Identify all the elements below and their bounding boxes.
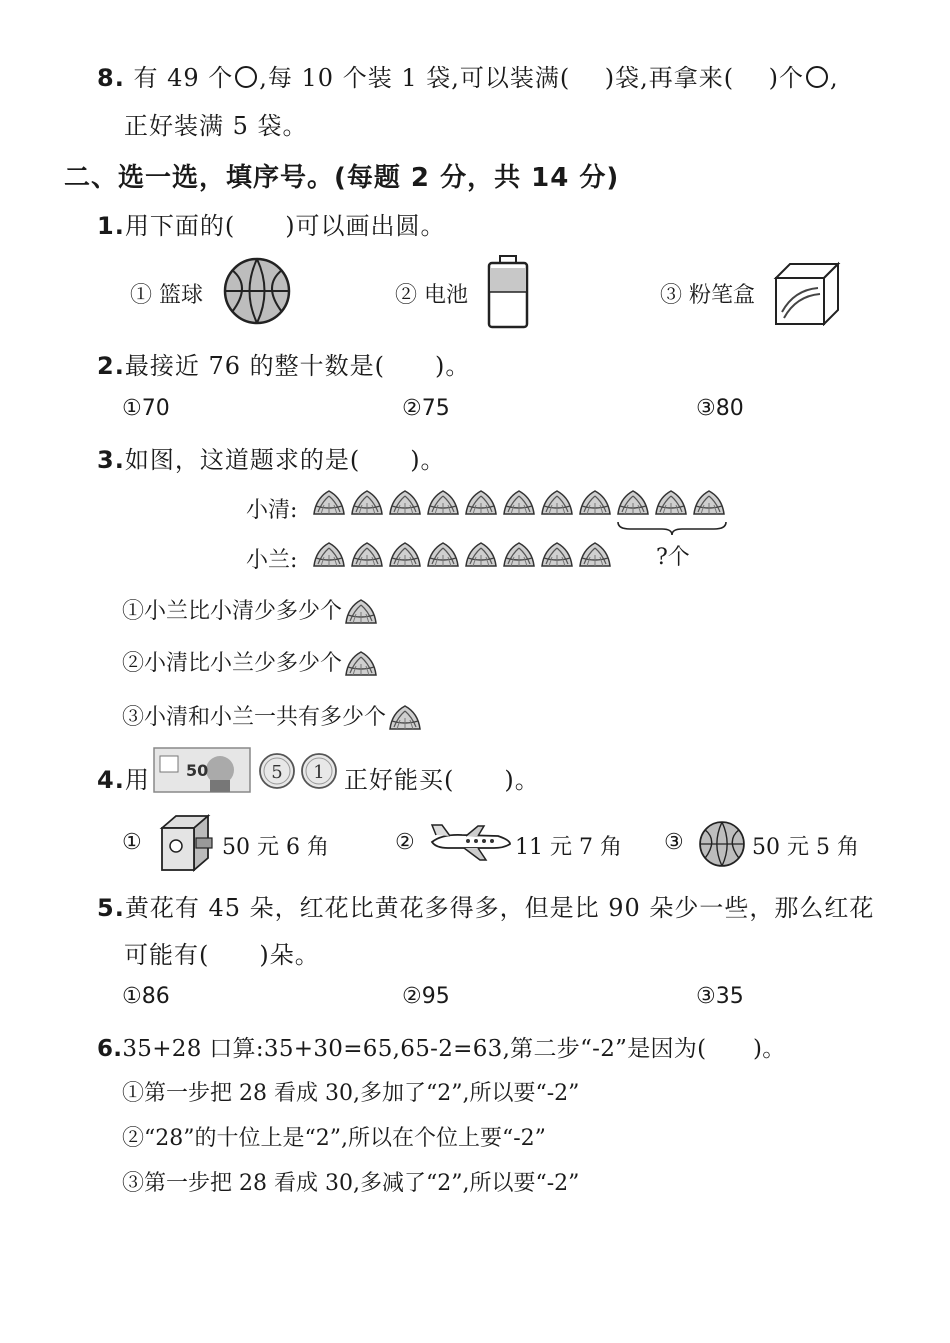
rice-dumpling-icon (388, 488, 422, 518)
q6-option-2: ②“28”的十位上是“2”,所以在个位上要“-2” (122, 1126, 546, 1151)
q6-number: 6. (97, 1036, 123, 1062)
q2-option-3: ③80 (696, 396, 744, 421)
rice-dumpling-icon (578, 540, 612, 570)
rice-dumpling-icon (464, 488, 498, 518)
circle-icon (806, 66, 828, 88)
banknote-value: 50 (186, 761, 209, 780)
q2-stem-text: 最接近 76 的整十数是( )。 (124, 352, 471, 380)
rice-dumpling-icon (344, 649, 378, 679)
q3-option-3-text: ③小清和小兰一共有多少个 (122, 705, 387, 730)
q4-number: 4. (97, 766, 125, 794)
q5-line2: 可能有( )朵。 (124, 941, 320, 969)
chalk-box-icon (772, 260, 842, 326)
rice-dumpling-icon (578, 488, 612, 518)
rice-dumpling-icon (464, 540, 498, 570)
q4-option-2-mark: ② (395, 830, 415, 855)
brace-mark (616, 520, 728, 536)
q4-stem-a (97, 760, 150, 795)
q5-number: 5. (97, 894, 125, 922)
q2-option-2: ②75 (402, 396, 450, 421)
q8-text-c: )袋,再拿来( (604, 64, 735, 92)
q3-option-3 (122, 700, 426, 733)
rice-dumpling-icon (426, 540, 460, 570)
coin-icon (258, 752, 296, 790)
banknote-icon (152, 746, 252, 794)
label-xiaolan: 小兰: (246, 548, 298, 573)
label-xiaoqing: 小清: (246, 498, 298, 523)
q6-stem (97, 1030, 786, 1063)
rice-dumpling-icon (540, 540, 574, 570)
q8-text-e: , (829, 64, 839, 92)
q4-option-3-mark: ③ (664, 830, 684, 855)
q3-option-1-text: ①小兰比小清少多少个 (122, 599, 343, 624)
pencil-sharpener-icon (156, 812, 216, 874)
rice-dumpling-icon (388, 540, 422, 570)
coin-value: 1 (313, 762, 325, 783)
q1-option-3: ③ 粉笔盒 (660, 283, 755, 308)
q8-text-a: 有 49 个 (133, 64, 234, 92)
basketball-icon (698, 820, 746, 868)
rice-dumpling-icon (350, 488, 384, 518)
q5-option-3: ③35 (696, 984, 744, 1009)
circle-icon (235, 66, 257, 88)
rice-dumpling-icon (350, 540, 384, 570)
toy-airplane-icon (428, 822, 512, 862)
q1-number: 1. (97, 212, 125, 240)
q5-option-2: ②95 (402, 984, 450, 1009)
q5-line1 (97, 888, 874, 923)
q3-option-2-text: ②小清比小兰少多少个 (122, 651, 343, 676)
q3-stem-text: 如图，这道题求的是( )。 (124, 446, 446, 474)
section-title: 二、选一选，填序号。(每题 2 分，共 14 分) (64, 163, 620, 193)
rice-dumpling-icon (312, 488, 346, 518)
q5-option-1: ①86 (122, 984, 170, 1009)
q8-text-b: ,每 10 个装 1 袋,可以装满( (259, 64, 571, 92)
rice-dumpling-icon (654, 488, 688, 518)
rice-dumpling-icon (540, 488, 574, 518)
rice-dumpling-icon (388, 703, 422, 733)
q4-option-1-price: 50 元 6 角 (222, 835, 329, 860)
q2-number: 2. (97, 352, 125, 380)
q8-line2: 正好装满 5 袋。 (124, 112, 308, 140)
q3-option-2 (122, 646, 382, 679)
q6-option-3: ③第一步把 28 看成 30,多减了“2”,所以要“-2” (122, 1171, 580, 1196)
q3-number: 3. (97, 446, 125, 474)
rice-dumpling-icon (502, 540, 536, 570)
q4-option-2-price: 11 元 7 角 (515, 835, 622, 860)
q1-option-2: ② 电池 (395, 283, 468, 308)
rice-dumpling-icon (692, 488, 726, 518)
rice-dumpling-icon (344, 597, 378, 627)
basketball-icon (222, 256, 292, 326)
battery-icon (486, 254, 530, 330)
q8-text-d: )个 (768, 64, 804, 92)
q3-stem (97, 440, 446, 475)
q1-stem-text: 用下面的( )可以画出圆。 (124, 212, 446, 240)
q8-number: 8. (97, 64, 125, 92)
rice-dumpling-icon (502, 488, 536, 518)
q3-option-1 (122, 594, 382, 627)
rice-dumpling-icon (312, 540, 346, 570)
q4-stem-b: 正好能买( )。 (344, 766, 540, 794)
q1-stem (97, 206, 446, 241)
xiaoqing-dumpling-row (312, 488, 730, 518)
q4-option-3-price: 50 元 5 角 (752, 835, 859, 860)
rice-dumpling-icon (616, 488, 650, 518)
q6-stem-text: 35+28 口算:35+30=65,65-2=63,第二步“-2”是因为( )。 (122, 1036, 786, 1062)
q4-option-1-mark: ① (122, 830, 142, 855)
q1-option-1: ① 篮球 (130, 283, 203, 308)
rice-dumpling-icon (426, 488, 460, 518)
q2-stem (97, 346, 470, 381)
q4-stem-a-text: 用 (124, 766, 150, 794)
brace-label: ?个 (656, 545, 690, 570)
q8-line1 (97, 58, 839, 93)
coin-icon (300, 752, 338, 790)
q5-line1-text: 黄花有 45 朵，红花比黄花多得多，但是比 90 朵少一些，那么红花 (124, 894, 875, 922)
xiaolan-dumpling-row (312, 540, 616, 570)
q6-option-1: ①第一步把 28 看成 30,多加了“2”,所以要“-2” (122, 1081, 580, 1106)
q2-option-1: ①70 (122, 396, 170, 421)
coin-value: 5 (271, 762, 283, 783)
